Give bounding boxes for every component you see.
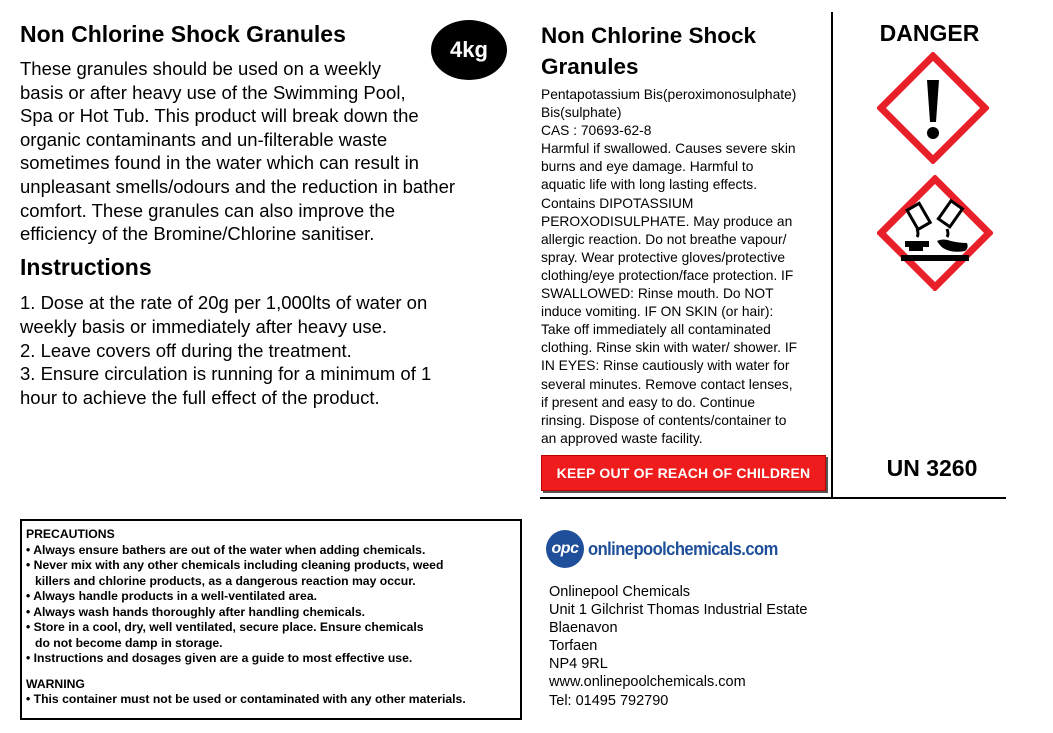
hazard-statements <box>541 86 829 448</box>
precaution-line: • Store in a cool, dry, well ventilated, secure place. Ensure chemicals <box>26 620 424 634</box>
company-address <box>549 583 807 710</box>
signal-word: DANGER <box>879 20 980 46</box>
hazard-line: Take off immediately all contaminated <box>541 322 771 338</box>
instructions-list <box>20 291 510 410</box>
hazard-line: Harmful if swallowed. Causes severe skin <box>541 141 796 157</box>
product-description <box>20 57 510 246</box>
hazard-title-line: Non Chlorine Shock <box>541 23 757 48</box>
hazard-line: IN EYES: Rinse cautiously with water for <box>541 358 790 374</box>
panel-divider-horizontal <box>540 497 1006 499</box>
corrosion-icon <box>877 175 993 296</box>
precautions-heading: PRECAUTIONS <box>26 527 115 541</box>
postcode: NP4 9RL <box>549 656 608 673</box>
address-line: Torfaen <box>549 638 598 655</box>
instruction-line: 2. Leave covers off during the treatment. <box>20 339 352 361</box>
exclamation-mark-icon <box>877 52 989 169</box>
hazard-line: clothing/eye protection/face protection. IF <box>541 267 794 283</box>
hazard-line: spray. Wear protective gloves/protective <box>541 249 786 265</box>
instructions-heading: Instructions <box>20 254 152 280</box>
warning-line: • This container must not be used or contaminated with any other materials. <box>26 692 466 706</box>
product-title: Non Chlorine Shock Granules <box>20 21 346 47</box>
precaution-line: killers and chlorine products, as a dangerous reaction may occur. <box>35 573 416 588</box>
hazard-line: SWALLOWED: Rinse mouth. Do NOT <box>541 286 774 302</box>
logo-mark: opc <box>546 530 584 568</box>
warning-heading: WARNING <box>26 676 85 691</box>
precaution-line: • Always ensure bathers are out of the water when adding chemicals. <box>26 542 426 557</box>
description-line: sometimes found in the water which can result in <box>20 152 419 174</box>
hazard-line: aquatic life with long lasting effects. <box>541 177 758 193</box>
precaution-line: do not become damp in storage. <box>35 635 223 650</box>
description-line: basis or after heavy use of the Swimming Pool, <box>20 81 406 103</box>
precaution-line: • Instructions and dosages given are a guide to most effective use. <box>26 651 413 665</box>
description-line: unpleasant smells/odours and the reduction in bather <box>20 175 456 197</box>
hazard-title-line: Granules <box>541 54 639 79</box>
description-line: efficiency of the Bromine/Chlorine sanitiser. <box>20 223 375 245</box>
hazard-line: clothing. Rinse skin with water/ shower. IF <box>541 340 798 356</box>
hazard-line: an approved waste facility. <box>541 430 703 446</box>
logo-text: onlinepoolchemicals.com <box>588 538 778 559</box>
hazard-line: induce vomiting. IF ON SKIN (or hair): <box>541 304 774 320</box>
precaution-line: • Always wash hands thoroughly after handling chemicals. <box>26 604 366 619</box>
address-line: Blaenavon <box>549 620 618 637</box>
hazard-line: Contains DIPOTASSIUM <box>541 195 694 211</box>
address-line: Unit 1 Gilchrist Thomas Industrial Estate <box>549 602 808 619</box>
keep-out-of-reach-banner: KEEP OUT OF REACH OF CHILDREN <box>541 455 826 491</box>
hazard-panel-title <box>541 20 826 82</box>
precautions-content <box>26 527 516 708</box>
hazard-line: if present and easy to do. Continue <box>541 394 755 410</box>
precautions-spacer <box>26 667 516 677</box>
precaution-line: • Never mix with any other chemicals including cleaning products, weed <box>26 558 444 572</box>
description-line: organic contaminants and un-filterable waste <box>20 128 388 150</box>
website-link[interactable]: www.onlinepoolchemicals.com <box>549 674 746 691</box>
hazard-line: Pentapotassium Bis(peroximonosulphate) <box>541 87 797 102</box>
un-number: UN 3260 <box>886 455 978 481</box>
instruction-line: 3. Ensure circulation is running for a minimum of 1 <box>20 363 432 385</box>
hazard-line: several minutes. Remove contact lenses, <box>541 376 793 392</box>
description-line: Spa or Hot Tub. This product will break down the <box>20 105 419 127</box>
precaution-line: • Always handle products in a well-ventilated area. <box>26 589 317 603</box>
hazard-line: allergic reaction. Do not breathe vapour/ <box>541 231 787 247</box>
panel-divider-vertical <box>831 12 833 497</box>
weight-badge: 4kg <box>431 20 507 80</box>
company-logo <box>546 530 794 568</box>
phone-number: Tel: 01495 792790 <box>549 692 669 709</box>
company-name: Onlinepool Chemicals <box>549 584 691 600</box>
hazard-line: rinsing. Dispose of contents/container to <box>541 412 787 428</box>
instruction-line: hour to achieve the full effect of the product. <box>20 387 380 409</box>
hazard-line: CAS : 70693-62-8 <box>541 123 652 139</box>
description-line: comfort. These granules can also improve the <box>20 199 395 221</box>
instruction-line: 1. Dose at the rate of 20g per 1,000lts of water on <box>20 292 428 313</box>
hazard-line: Bis(sulphate) <box>541 105 622 121</box>
instruction-line: weekly basis or immediately after heavy use. <box>20 315 388 337</box>
hazard-line: burns and eye damage. Harmful to <box>541 159 754 175</box>
description-line: These granules should be used on a weekly <box>20 58 381 79</box>
hazard-line: PEROXODISULPHATE. May produce an <box>541 213 793 229</box>
